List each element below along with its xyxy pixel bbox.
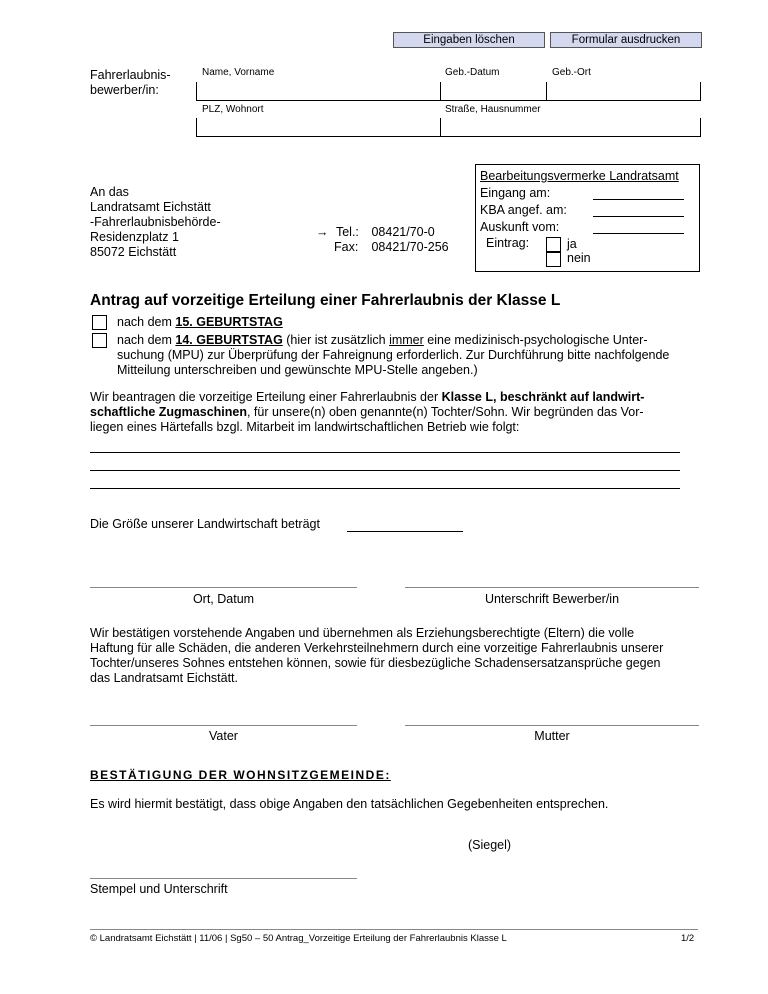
info-label: Auskunft vom: [480, 220, 560, 234]
father-signature-line[interactable] [90, 725, 357, 726]
request-paragraph [90, 390, 700, 435]
liability-line: Tochter/unseres Sohnes entstehen können, sowie für diesbezügliche Schadensersatzansprüche gegen [90, 656, 661, 670]
address-line: 85072 Eichstätt [90, 245, 177, 259]
birthdate-label: Geb.-Datum [445, 67, 500, 78]
seal-label: (Siegel) [468, 838, 512, 852]
kba-label: KBA angef. am: [480, 203, 567, 217]
option-15th-birthday-text [117, 315, 283, 330]
office-notes-title: Bearbeitungsvermerke Landratsamt [480, 169, 679, 183]
address-line: -Fahrerlaubnisbehörde- [90, 215, 221, 229]
stamp-signature-label: Stempel und Unterschrift [90, 882, 228, 896]
option2-bold: 14. GEBURTSTAG [175, 333, 283, 347]
footer-divider [90, 929, 698, 930]
applicant-label [90, 68, 171, 98]
recipient-address [90, 185, 221, 260]
option2-text-a: (hier ist zusätzlich [282, 333, 390, 347]
option2-emph: immer [389, 333, 424, 347]
entry-yes-label: ja [567, 237, 577, 251]
fax-label: Fax: [334, 240, 359, 254]
mother-label: Mutter [534, 729, 570, 743]
entry-label: Eintrag: [486, 236, 530, 250]
justification-line-2[interactable] [90, 470, 680, 471]
received-label: Eingang am: [480, 186, 551, 200]
municipality-text: Es wird hiermit bestätigt, dass obige Angaben den tatsächlichen Gegebenheiten entsprechen. [90, 797, 609, 811]
street-label: Straße, Hausnummer [445, 104, 541, 115]
stamp-signature-line[interactable] [90, 878, 357, 879]
liability-line: das Landratsamt Eichstätt. [90, 671, 238, 685]
address-line: An das [90, 185, 129, 199]
option2-text-b: eine medizinisch-psychologische Unter- [423, 333, 648, 347]
applicant-signature-line[interactable] [405, 587, 699, 588]
name-birth-field-row [196, 82, 701, 101]
field-divider [440, 118, 441, 136]
request-text-a: Wir beantragen die vorzeitige Erteilung einer Fahrerlaubnis der [90, 390, 442, 404]
farm-size-label: Die Größe unserer Landwirtschaft beträgt [90, 517, 320, 531]
address-line: Landratsamt Eichstätt [90, 200, 211, 214]
field-divider [440, 82, 441, 100]
option1-prefix: nach dem [117, 315, 176, 329]
option1-bold: 15. GEBURTSTAG [175, 315, 283, 329]
contact-info [316, 225, 449, 255]
address-field-row [196, 118, 701, 137]
request-line3: liegen eines Härtefalls bzgl. Mitarbeit im landwirtschaftlichen Betrieb wie folgt: [90, 420, 520, 434]
entry-no-label: nein [567, 251, 591, 265]
name-label: Name, Vorname [202, 67, 275, 78]
liability-line: Haftung für alle Schäden, die anderen Verkehrsteilnehmern durch eine vorzeitige Fahrerlaubnis unserer [90, 641, 664, 655]
page-number: 1/2 [681, 933, 695, 944]
mother-signature-line[interactable] [405, 725, 699, 726]
justification-line-1[interactable] [90, 452, 680, 453]
place-date-line[interactable] [90, 587, 357, 588]
zip-city-label: PLZ, Wohnort [202, 104, 264, 115]
clear-inputs-button[interactable]: Eingaben löschen [393, 32, 545, 48]
liability-line: Wir bestätigen vorstehende Angaben und übernehmen als Erziehungsberechtigte (Eltern) die volle [90, 626, 635, 640]
liability-paragraph [90, 626, 710, 686]
print-form-button[interactable]: Formular ausdrucken [550, 32, 702, 48]
tel-label: Tel.: [335, 225, 359, 239]
info-line [593, 233, 684, 234]
address-line: Residenzplatz 1 [90, 230, 179, 244]
municipality-heading: BESTÄTIGUNG DER WOHNSITZGEMEINDE: [90, 768, 391, 782]
form-heading: Antrag auf vorzeitige Erteilung einer Fahrerlaubnis der Klasse L [90, 292, 561, 309]
option-14th-birthday-checkbox[interactable] [92, 333, 107, 348]
applicant-label-line1: Fahrerlaubnis- [90, 68, 171, 82]
received-line [593, 199, 684, 200]
applicant-signature-label: Unterschrift Bewerber/in [484, 592, 620, 606]
footer-text: © Landratsamt Eichstätt | 11/06 | Sg50 – 50 Antrag_Vorzeitige Erteilung der Fahrerlaubnis Klasse L [90, 933, 507, 944]
request-bold-b: schaftliche Zugmaschinen [90, 405, 247, 419]
request-bold-a: Klasse L, beschränkt auf landwirt- [441, 390, 645, 404]
kba-line [593, 216, 684, 217]
option-14th-birthday-text [117, 333, 707, 378]
father-label: Vater [209, 729, 238, 743]
option2-prefix: nach dem [117, 333, 176, 347]
arrow-icon: → [316, 225, 329, 239]
farm-size-field[interactable] [347, 531, 463, 532]
applicant-label-line2: bewerber/in: [90, 83, 159, 97]
office-notes-box [475, 164, 700, 272]
justification-line-3[interactable] [90, 488, 680, 489]
option2-line3: Mitteilung unterschreiben und gewünschte MPU-Stelle angeben.) [117, 363, 478, 377]
option-15th-birthday-checkbox[interactable] [92, 315, 107, 330]
tel-value: 08421/70-0 [371, 225, 435, 239]
field-divider [546, 82, 547, 100]
entry-yes-checkbox[interactable] [546, 237, 561, 252]
option2-line2: suchung (MPU) zur Überprüfung der Fahreignung erforderlich. Zur Durchführung bitte nachfolgende [117, 348, 670, 362]
birthplace-label: Geb.-Ort [552, 67, 591, 78]
request-text-b: , für unsere(n) oben genannte(n) Tochter/Sohn. Wir begründen das Vor- [246, 405, 644, 419]
entry-no-checkbox[interactable] [546, 252, 561, 267]
place-date-label: Ort, Datum [192, 592, 255, 606]
fax-value: 08421/70-256 [371, 240, 449, 254]
